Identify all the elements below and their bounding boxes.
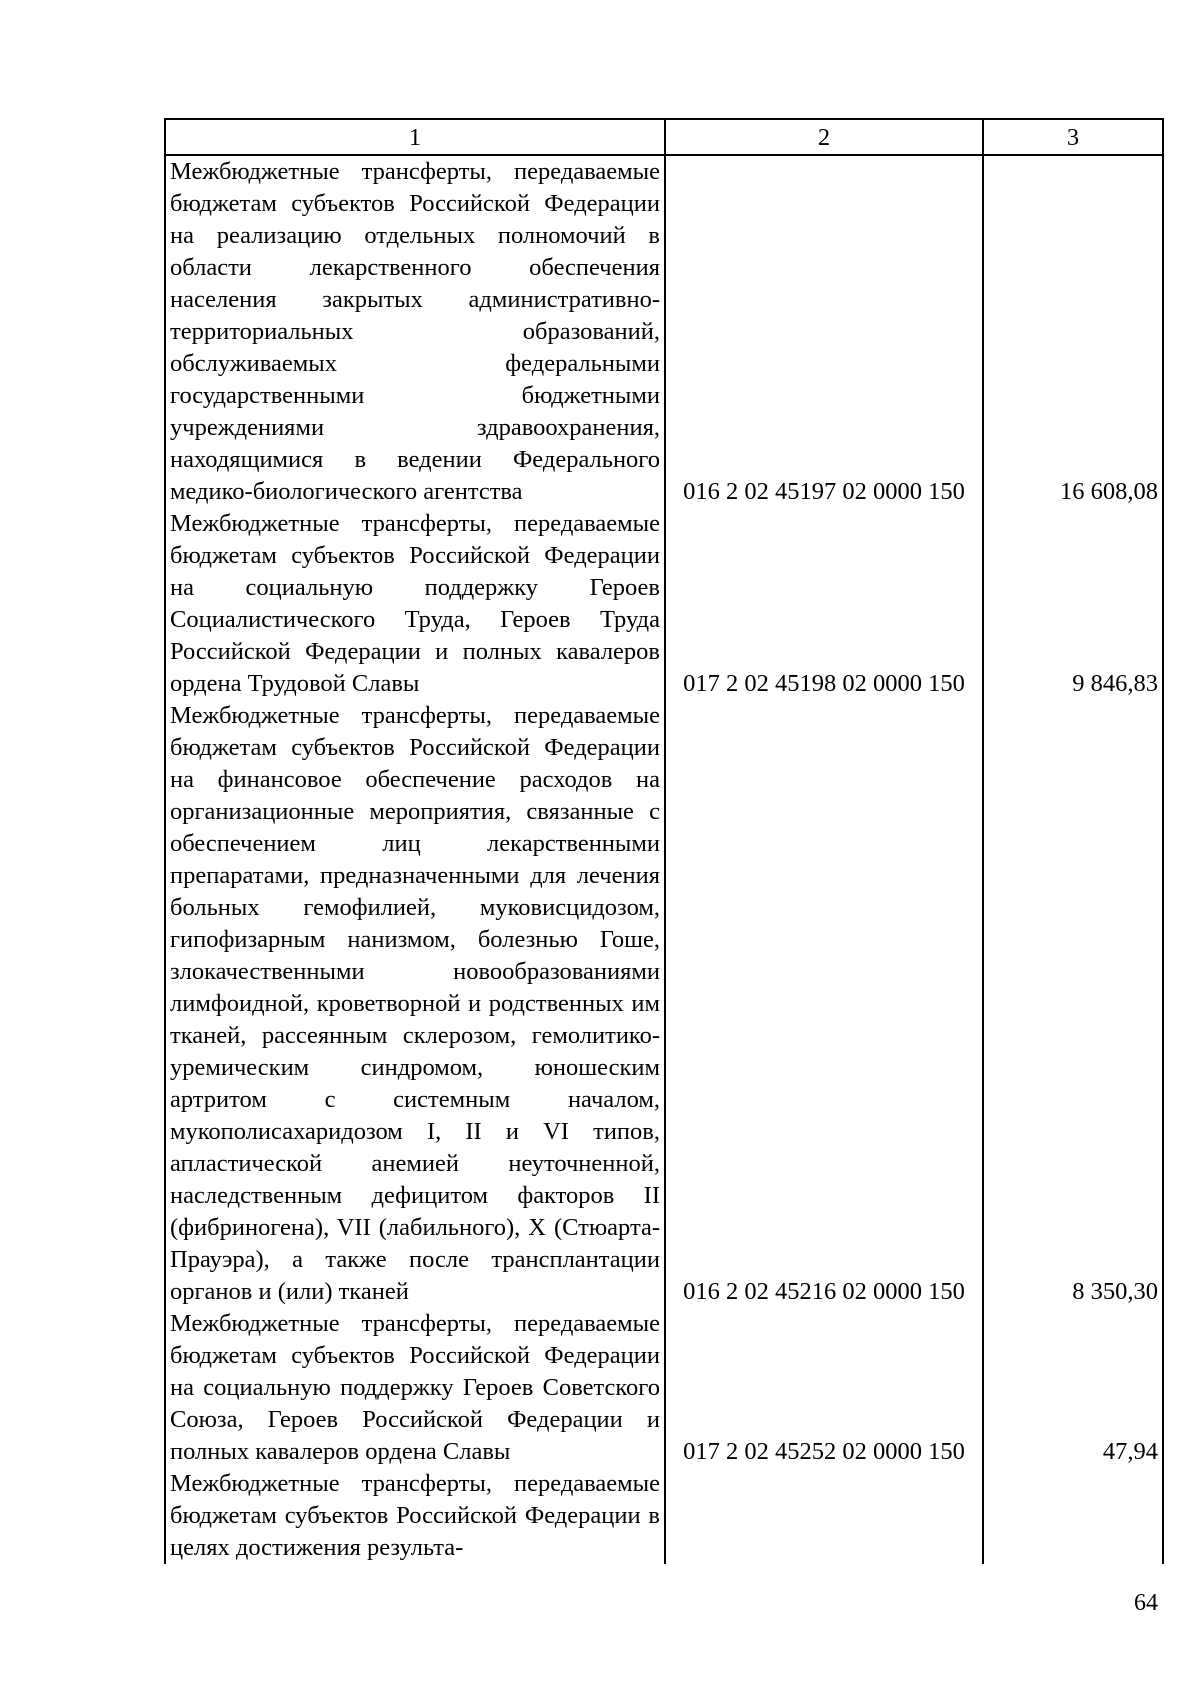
header-col-3: 3 [983,119,1163,155]
table-row [165,155,1163,508]
header-row [165,119,1163,155]
row-name: Межбюджетные трансферты, передаваемые бюджетам субъектов Российской Федерации на реализацию отдельных полномочий в области лекарственного обеспечения населения закрытых административно-территориальных образований, обслуживаемых федеральными государственными бюджетными учреждениями здравоохранения, находящимися в ведении Федерального медико-биологического агентства [165,155,665,508]
row-amount: 8 350,30 [983,700,1163,1308]
table-body [165,155,1163,1564]
row-amount: 16 608,08 [983,155,1163,508]
row-code: 016 2 02 45197 02 0000 150 [665,155,983,508]
row-amount [983,1468,1163,1564]
row-code [665,1468,983,1564]
page-number: 64 [1134,1590,1158,1616]
table-row [165,700,1163,1308]
table-row [165,1308,1163,1468]
row-name: Межбюджетные трансферты, передаваемые бюджетам субъектов Российской Федерации в целях достижения результа- [165,1468,665,1564]
row-amount: 47,94 [983,1308,1163,1468]
row-code: 017 2 02 45198 02 0000 150 [665,508,983,700]
table-header [165,119,1163,155]
row-name: Межбюджетные трансферты, передаваемые бюджетам субъектов Российской Федерации на социальную поддержку Героев Социалистического Труда, Героев Труда Российской Федерации и полных кавалеров ордена Трудовой Славы [165,508,665,700]
table-row [165,508,1163,700]
table-row [165,1468,1163,1564]
row-name: Межбюджетные трансферты, передаваемые бюджетам субъектов Российской Федерации на социальную поддержку Героев Советского Союза, Героев Российской Федерации и полных кавалеров ордена Славы [165,1308,665,1468]
row-name: Межбюджетные трансферты, передаваемые бюджетам субъектов Российской Федерации на финансовое обеспечение расходов на организационные мероприятия, связанные с обеспечением лиц лекарственными препаратами, предназначенными для лечения больных гемофилией, муковисцидозом, гипофизарным нанизмом, болезнью Гоше, злокачественными новообразованиями лимфоидной, кроветворной и родственных им тканей, рассеянным склерозом, гемолитико-уремическим синдромом, юношеским артритом с системным началом, мукополисахаридозом I, II и VI типов, апластической анемией неуточненной, наследственным дефицитом факторов II (фибриногена), VII (лабильного), X (Стюарта-Прауэра), а также после трансплантации органов и (или) тканей [165,700,665,1308]
row-code: 017 2 02 45252 02 0000 150 [665,1308,983,1468]
budget-table [164,118,1164,1564]
row-code: 016 2 02 45216 02 0000 150 [665,700,983,1308]
row-amount: 9 846,83 [983,508,1163,700]
header-col-1: 1 [165,119,665,155]
header-col-2: 2 [665,119,983,155]
